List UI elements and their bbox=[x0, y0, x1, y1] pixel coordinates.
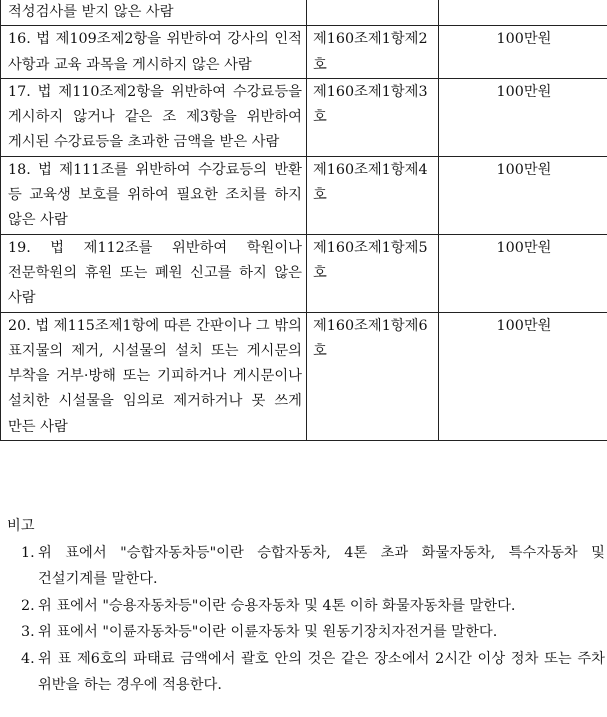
remark-text: 위 표 제6호의 파태료 금액에서 괄호 안의 것은 같은 장소에서 2시간 이상 정차 또는 주차 위반을 하는 경우에 적용한다. bbox=[38, 650, 605, 693]
amount-text: 100만원 bbox=[496, 239, 552, 256]
violation-text: 20. 법 제115조제1항에 따른 간판이나 그 밖의 표지물의 제거, 시설물의 설치 또는 게시문의 부착을 거부·방해 또는 기피하거나 게시문이나 설치한 시설물을 임의로 제거하거나 못 쓰게 만든 사람 bbox=[8, 317, 302, 435]
remark-item bbox=[0, 619, 607, 646]
violation-text: 17. 법 제110조제2항을 위반하여 수강료등을 게시하지 않거나 같은 조 제3항을 위반하여 게시된 수강료등을 초과한 금액을 받은 사람 bbox=[8, 83, 302, 151]
table-row bbox=[1, 26, 607, 79]
amount-cell bbox=[439, 26, 607, 79]
amount-text: 100만원 bbox=[496, 31, 552, 48]
violation-text: 19. 법 제112조를 위반하여 학원이나 전문학원의 휴원 또는 폐원 신고를 하지 않은 사람 bbox=[8, 239, 302, 307]
table-row bbox=[1, 78, 607, 156]
amount-cell bbox=[439, 156, 607, 234]
violation-text: 적성검사를 받지 않은 사람 bbox=[8, 4, 174, 20]
remark-item bbox=[0, 646, 607, 699]
amount-text: 100만원 bbox=[496, 161, 552, 178]
amount-text: 100만원 bbox=[496, 317, 552, 334]
amount-cell bbox=[439, 78, 607, 156]
amount-cell bbox=[439, 312, 607, 440]
violation-text: 18. 법 제111조를 위반하여 수강료등의 반환 등 교육생 보호를 위하여 필요한 조치를 하지 않은 사람 bbox=[8, 161, 302, 229]
remark-item bbox=[0, 593, 607, 620]
violation-cell bbox=[1, 156, 307, 234]
article-text: 제160조제1항제6호 bbox=[313, 317, 428, 359]
remarks-section bbox=[0, 513, 607, 699]
table-row bbox=[1, 234, 607, 312]
violation-cell bbox=[1, 234, 307, 312]
remark-number: 4. bbox=[21, 650, 35, 667]
violation-cell bbox=[1, 312, 307, 440]
remark-text: 위 표에서 "승용자동차등"이란 승용자동차 및 4톤 이하 화물자동차를 말한다. bbox=[38, 597, 516, 614]
amount-cell bbox=[439, 234, 607, 312]
remark-number: 1. bbox=[21, 544, 35, 561]
table-row bbox=[1, 156, 607, 234]
article-cell bbox=[307, 26, 439, 79]
violation-cell bbox=[1, 26, 307, 79]
article-text: 제160조제1항제2호 bbox=[313, 31, 428, 73]
article-cell bbox=[307, 234, 439, 312]
table-row bbox=[1, 0, 607, 26]
violation-text: 16. 법 제109조제2항을 위반하여 강사의 인적 사항과 교육 과목을 게시하지 않은 사람 bbox=[8, 31, 302, 73]
article-cell bbox=[307, 78, 439, 156]
article-text: 제160조제1항제5호 bbox=[313, 239, 428, 281]
article-text: 제160조제1항제4호 bbox=[313, 161, 428, 204]
table-row bbox=[1, 312, 607, 440]
remark-item bbox=[0, 540, 607, 593]
remarks-title: 비고 bbox=[7, 518, 35, 534]
violation-cell bbox=[1, 0, 307, 26]
article-cell bbox=[307, 0, 439, 26]
remark-number: 2. bbox=[21, 597, 35, 614]
amount-text: 100만원 bbox=[496, 83, 552, 100]
article-cell bbox=[307, 156, 439, 234]
amount-cell bbox=[439, 0, 607, 26]
remark-number: 3. bbox=[21, 624, 35, 640]
violation-cell bbox=[1, 78, 307, 156]
article-text: 제160조제1항제3호 bbox=[313, 83, 428, 126]
article-cell bbox=[307, 312, 439, 440]
remark-text: 위 표에서 "이륜자동차등"이란 이륜자동차 및 원동기장치자전거를 말한다. bbox=[38, 624, 498, 640]
remark-text: 위 표에서 "승합자동차등"이란 승합자동차, 4톤 초과 화물자동차, 특수자동차 및 건설기계를 말한다. bbox=[38, 544, 605, 587]
